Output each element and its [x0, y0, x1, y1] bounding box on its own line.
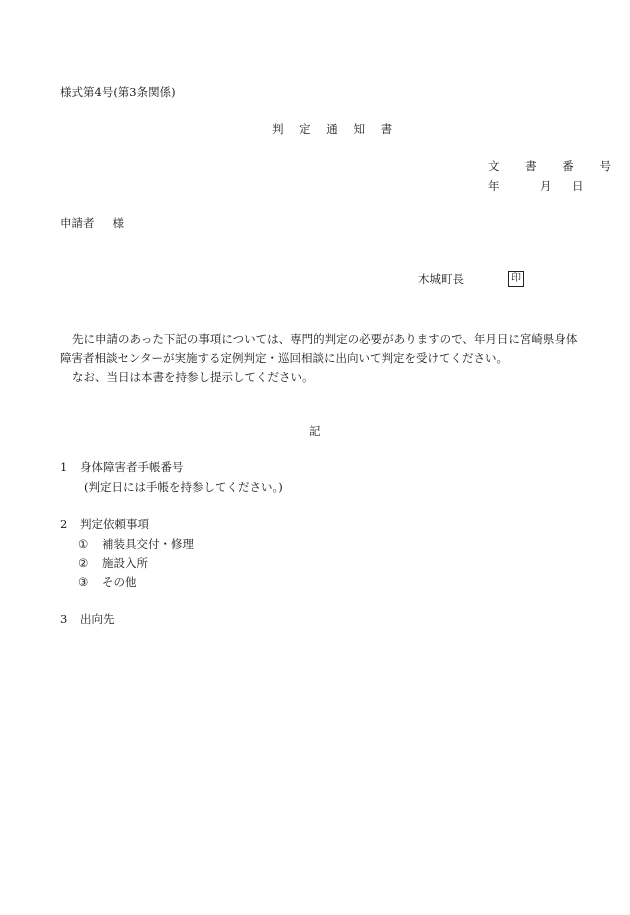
recipient-name: 申請者 [60, 216, 95, 230]
date-month-label: 月 [540, 179, 552, 193]
seal-stamp: 印 [508, 271, 524, 287]
list-item-3 [60, 614, 115, 626]
subitem-label: 補装具交付・修理 [102, 537, 194, 551]
date-year-label: 年 [488, 179, 500, 193]
subitem-2 [78, 558, 148, 570]
subitem-label: 施設入所 [102, 556, 148, 570]
ki-heading: 記 [309, 424, 321, 438]
document-number-label: 文 書 番 号 [488, 159, 622, 173]
list-item-number: 3 [60, 612, 68, 626]
list-item-label: 判定依頼事項 [80, 517, 149, 531]
subitem-mark: ① [78, 537, 89, 551]
list-item-label: 出向先 [80, 612, 115, 626]
list-item-2 [60, 519, 149, 531]
list-item-1-note: (判定日には手帳を持参してください。) [84, 480, 283, 494]
subitem-mark: ③ [78, 575, 89, 589]
list-item-number: 2 [60, 517, 68, 531]
body-paragraph-1: 先に申請のあった下記の事項については、専門的判定の必要がありますので、年月日に宮崎県身体障害者相談センターが実施する定例判定・巡回相談に出向いて判定を受けてください。 [60, 332, 578, 365]
recipient-line [60, 218, 124, 230]
list-item-number: 1 [60, 460, 68, 474]
form-label: 様式第4号(第3条関係) [60, 85, 176, 99]
subitem-1 [78, 539, 194, 551]
recipient-honorific: 様 [112, 216, 124, 230]
subitem-label: その他 [102, 575, 137, 589]
list-item-label: 身体障害者手帳番号 [80, 460, 184, 474]
subitem-3 [78, 577, 137, 589]
date-line [488, 181, 584, 193]
sender-name: 木城町長 [418, 272, 464, 286]
body-paragraph-2: なお、当日は本書を持参し提示してください。 [72, 370, 314, 384]
list-item-1 [60, 462, 184, 474]
subitem-mark: ② [78, 556, 89, 570]
document-title: 判 定 通 知 書 [272, 122, 399, 136]
date-day-label: 日 [572, 179, 584, 193]
